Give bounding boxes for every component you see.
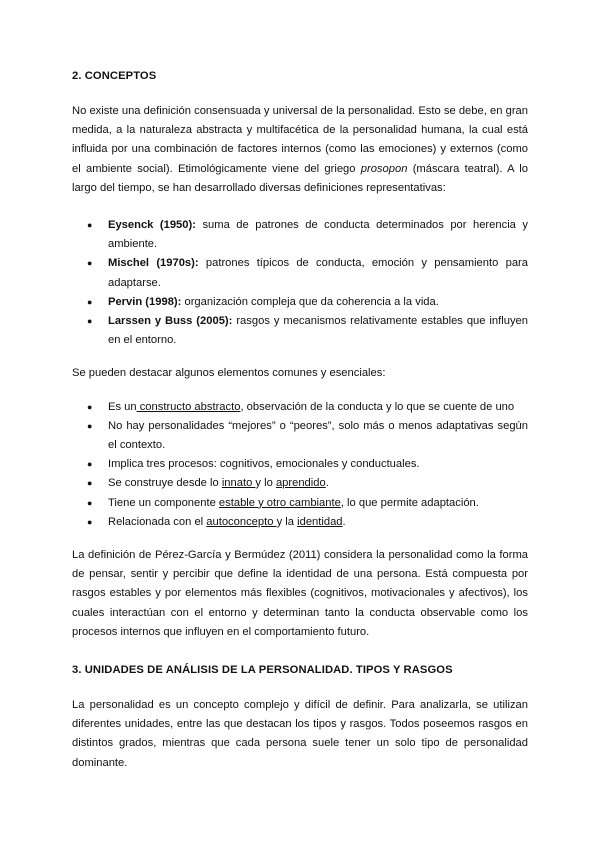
page-content <box>72 68 528 773</box>
underlined-term: innato <box>221 477 256 490</box>
element-text: Es un <box>108 400 137 413</box>
element-item <box>72 474 528 493</box>
definition-author: Eysenck (1950): <box>108 219 196 232</box>
intro-text-1: No existe una definición consensuada y universal de la personalidad. Esto se debe, en gran medida, a la naturaleza abstracta y multifacética de la personalidad humana, la cual está influida por una combinación de factores internos (como las emociones) y externos (como el ambiente social). Etimológicamente viene del griego <box>72 105 528 175</box>
bullet-icon: ● <box>87 258 93 269</box>
underlined-term: aprendido <box>275 477 326 490</box>
element-text: . <box>342 515 346 528</box>
definition-author: Mischel (1970s): <box>108 257 199 270</box>
definition-item <box>72 293 528 312</box>
definitions-list <box>72 216 528 350</box>
element-text: , lo que permite adaptación. <box>340 496 479 509</box>
definition-item <box>72 216 528 254</box>
element-item <box>72 417 528 455</box>
element-item <box>72 513 528 532</box>
element-text: Tiene un componente <box>108 496 219 509</box>
element-text: Implica tres procesos: cognitivos, emocionales y conductuales. <box>108 458 420 471</box>
underlined-term: constructo abstracto <box>136 400 241 413</box>
element-text: . <box>325 477 329 490</box>
unidades-paragraph: La personalidad es un concepto complejo y difícil de definir. Para analizarla, se utilizan diferentes unidades, entre las que destacan los tipos y rasgos. Todos poseemos rasgos en distintos grados, mientras que cada persona suele tener un solo tipo de personalidad dominante. <box>72 699 528 769</box>
element-text: No hay personalidades “mejores” o “peores”, solo más o menos adaptativas según el contexto. <box>108 419 528 452</box>
bullet-icon: ● <box>87 220 93 231</box>
element-item <box>72 494 528 513</box>
element-text: Se construye desde lo <box>108 477 222 490</box>
bullet-icon: ● <box>87 478 93 489</box>
element-text: y lo <box>255 477 276 490</box>
definition-text: organización compleja que da coherencia a la vida. <box>181 295 439 308</box>
element-item <box>72 398 528 417</box>
intro-paragraph <box>72 102 528 198</box>
definition-author: Larssen y Buss (2005): <box>108 315 233 328</box>
elements-list <box>72 398 528 532</box>
underlined-term: estable y otro cambiante <box>218 496 341 509</box>
bullet-icon: ● <box>87 316 93 327</box>
element-text: , observación de la conducta y lo que se cuente de uno <box>240 400 515 413</box>
section-heading-conceptos: 2. CONCEPTOS <box>72 70 157 82</box>
section-heading-unidades: 3. UNIDADES DE ANÁLISIS DE LA PERSONALIDAD. TIPOS Y RASGOS <box>72 664 453 677</box>
bullet-icon: ● <box>87 497 93 508</box>
underlined-term: autoconcepto <box>206 515 277 528</box>
elements-intro: Se pueden destacar algunos elementos comunes y esenciales: <box>72 367 386 380</box>
definition-item <box>72 254 528 292</box>
closing-paragraph: La definición de Pérez-García y Bermúdez (2011) considera la personalidad como la forma de pensar, sentir y percibir que define la identidad de una persona. Está compuesta por rasgos estables y por elementos más flexibles (cognitivos, motivacionales y afectivos), los cuales interactúan con el entorno y determinan tanto la conducta observable como los procesos internos que influyen en el comportamiento futuro. <box>72 549 528 638</box>
definition-text: patrones típicos de conducta, emoción y pensamiento para adaptarse. <box>108 257 528 289</box>
element-item <box>72 455 528 474</box>
intro-italic-term: prosopon <box>360 162 408 175</box>
underlined-term: identidad <box>297 515 343 528</box>
element-text: y la <box>276 515 298 528</box>
definition-author: Pervin (1998): <box>108 295 182 308</box>
definition-text: suma de patrones de conducta determinados por herencia y ambiente. <box>108 219 528 251</box>
bullet-icon: ● <box>87 296 93 307</box>
intro-text-2: (máscara teatral). A lo largo del tiempo, se han desarrollado diversas definiciones representativas: <box>72 162 528 194</box>
definition-item <box>72 312 528 350</box>
element-text: Relacionada con el <box>108 515 207 528</box>
bullet-icon: ● <box>87 420 93 431</box>
bullet-icon: ● <box>87 459 93 470</box>
definition-text: rasgos y mecanismos relativamente estables que influyen en el entorno. <box>108 315 528 347</box>
bullet-icon: ● <box>87 516 93 527</box>
bullet-icon: ● <box>87 401 93 412</box>
